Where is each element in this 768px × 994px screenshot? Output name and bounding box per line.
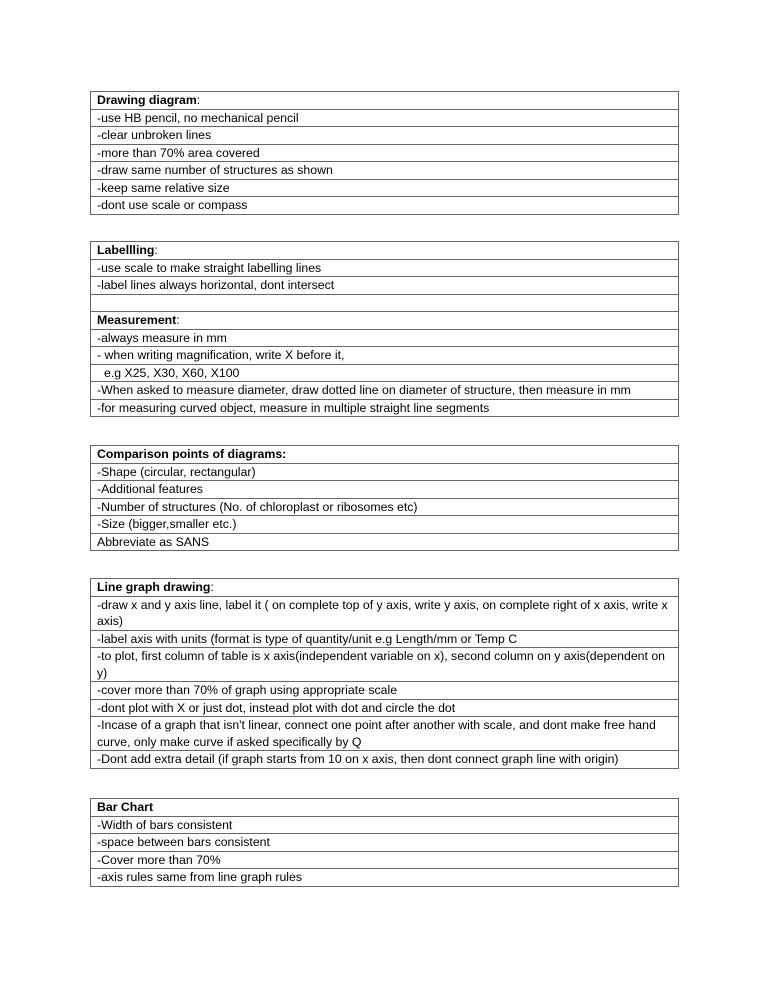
list-item: -use scale to make straight labelling lines xyxy=(91,259,679,277)
section-header: Line graph drawing: xyxy=(91,579,679,597)
line-graph-table xyxy=(90,578,679,769)
comparison-table xyxy=(90,445,679,551)
bar-chart-table xyxy=(90,798,679,887)
section-header: Bar Chart xyxy=(91,799,679,817)
list-item: -Cover more than 70% xyxy=(91,851,679,869)
list-item: -to plot, first column of table is x axis(independent variable on x), second column on y axis(dependent on y) xyxy=(91,648,679,682)
list-item: -Width of bars consistent xyxy=(91,816,679,834)
empty-row xyxy=(91,294,679,312)
list-item: -Additional features xyxy=(91,481,679,499)
list-item: -Shape (circular, rectangular) xyxy=(91,463,679,481)
list-item: -Size (bigger,smaller etc.) xyxy=(91,516,679,534)
list-item: -Number of structures (No. of chloroplast or ribosomes etc) xyxy=(91,498,679,516)
section-header: Labellling: xyxy=(91,242,679,260)
list-item: -clear unbroken lines xyxy=(91,127,679,145)
labelling-measurement-table xyxy=(90,241,679,417)
list-item: -draw x and y axis line, label it ( on complete top of y axis, write y axis, on complete right of x axis, write x axis) xyxy=(91,596,679,630)
list-item: -more than 70% area covered xyxy=(91,144,679,162)
list-item: Abbreviate as SANS xyxy=(91,533,679,551)
list-item: -dont plot with X or just dot, instead plot with dot and circle the dot xyxy=(91,699,679,717)
list-item: -cover more than 70% of graph using appropriate scale xyxy=(91,682,679,700)
list-item: -Dont add extra detail (if graph starts from 10 on x axis, then dont connect graph line with origin) xyxy=(91,751,679,769)
list-item: -draw same number of structures as shown xyxy=(91,162,679,180)
list-item: -space between bars consistent xyxy=(91,834,679,852)
list-item: -dont use scale or compass xyxy=(91,197,679,215)
section-header: Measurement: xyxy=(91,312,679,330)
list-item: -keep same relative size xyxy=(91,179,679,197)
list-item: -Incase of a graph that isn't linear, connect one point after another with scale, and dont make free hand curve, only make curve if asked specifically by Q xyxy=(91,717,679,751)
list-item: - when writing magnification, write X before it, xyxy=(91,347,679,365)
list-item: e.g X25, X30, X60, X100 xyxy=(91,364,679,382)
list-item: -label axis with units (format is type of quantity/unit e.g Length/mm or Temp C xyxy=(91,630,679,648)
section-header: Comparison points of diagrams: xyxy=(91,446,679,464)
list-item: -When asked to measure diameter, draw dotted line on diameter of structure, then measure in mm xyxy=(91,382,679,400)
drawing-diagram-table xyxy=(90,91,679,215)
section-header: Drawing diagram: xyxy=(91,92,679,110)
list-item: -always measure in mm xyxy=(91,329,679,347)
list-item: -label lines always horizontal, dont intersect xyxy=(91,277,679,295)
list-item: -use HB pencil, no mechanical pencil xyxy=(91,109,679,127)
list-item: -axis rules same from line graph rules xyxy=(91,869,679,887)
list-item: -for measuring curved object, measure in multiple straight line segments xyxy=(91,399,679,417)
